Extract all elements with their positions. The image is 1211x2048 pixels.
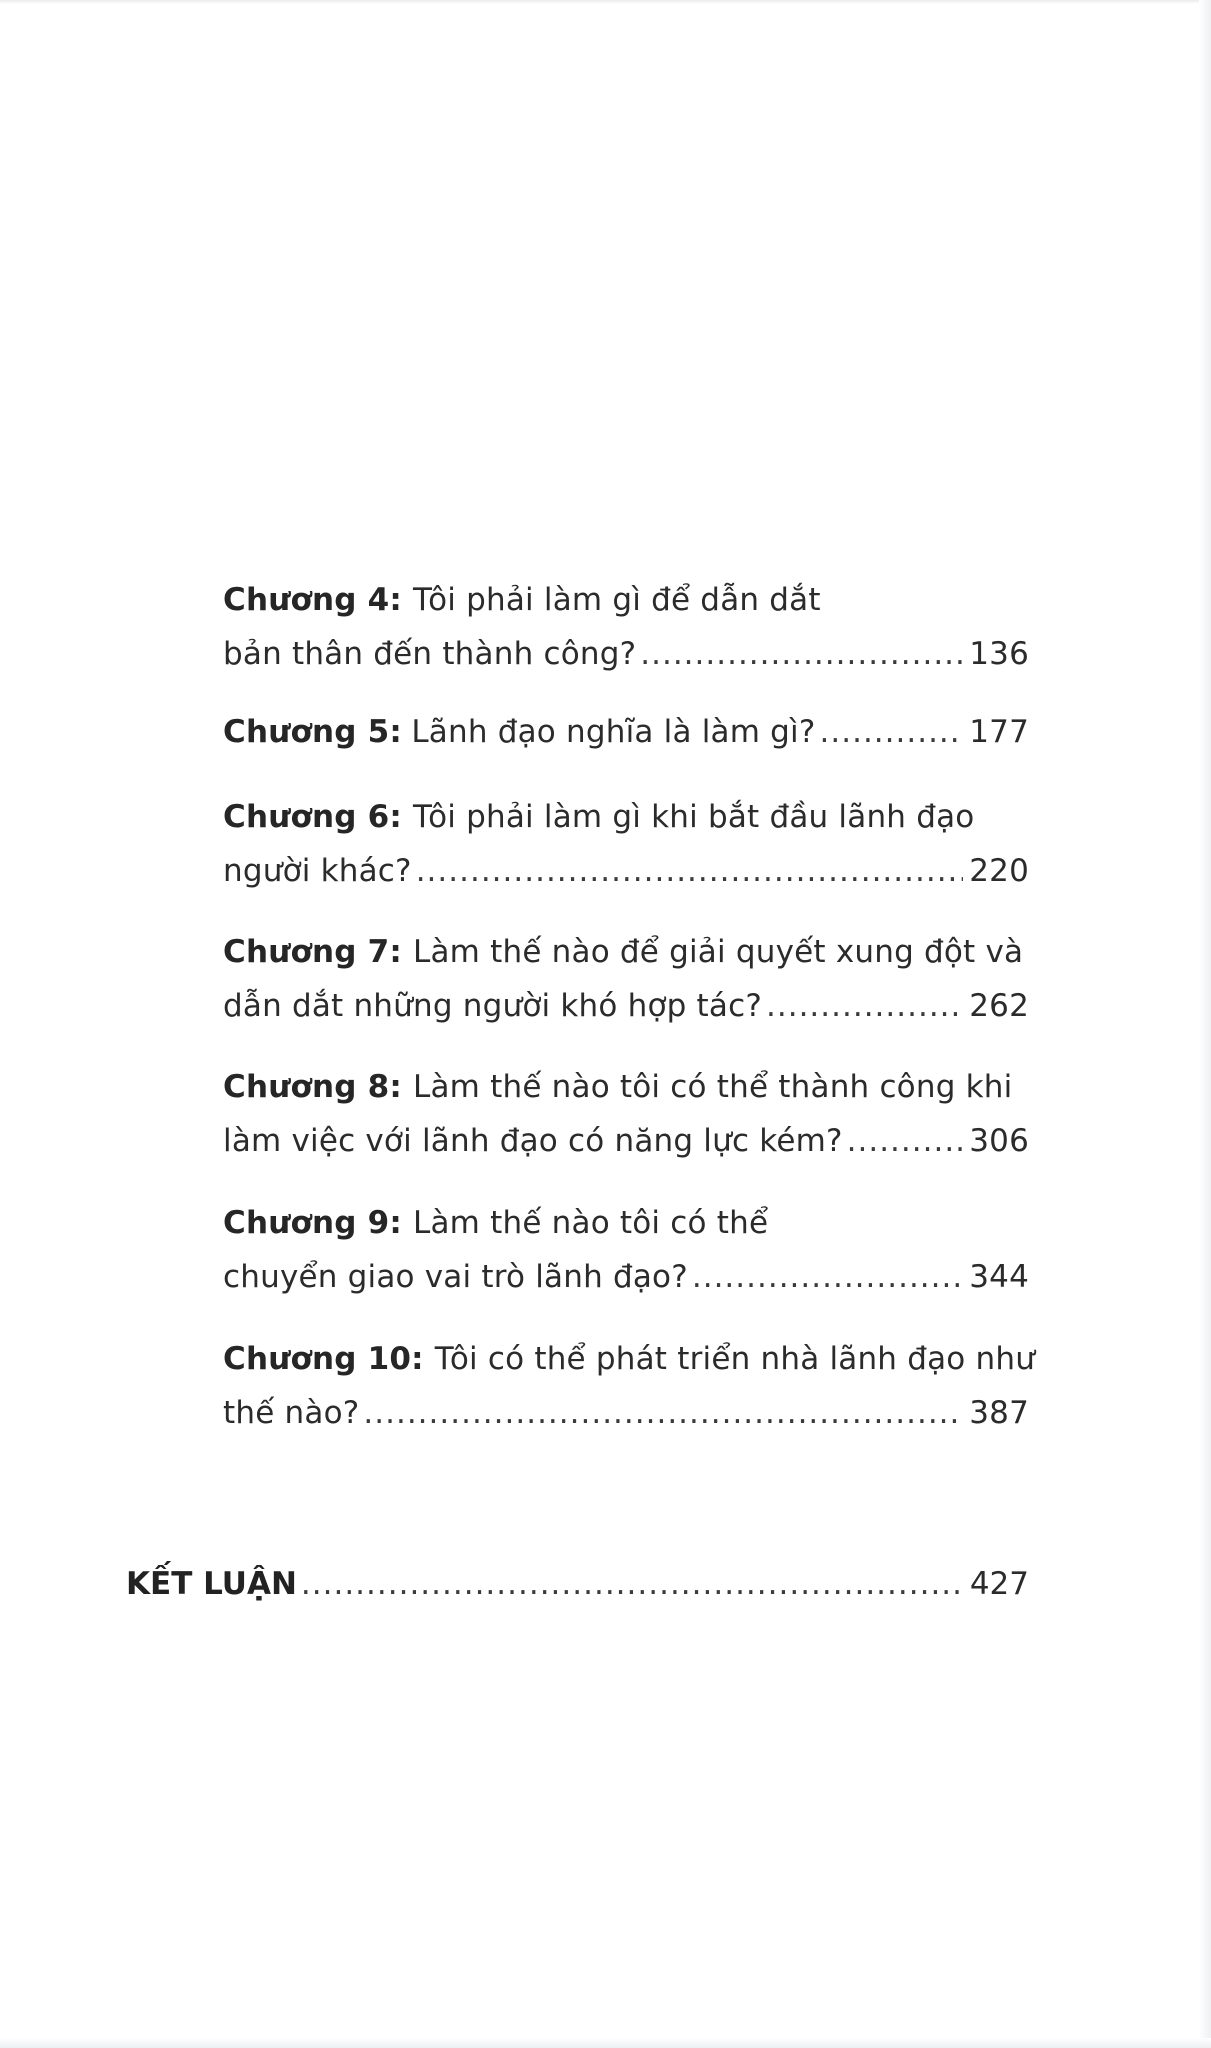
toc-entry-chapter-6[interactable] — [223, 790, 1029, 898]
page-number: 136 — [969, 636, 1029, 672]
chapter-title-line-2: làm việc với lãnh đạo có năng lực kém? — [223, 1123, 843, 1159]
toc-entry-first-line — [223, 925, 1029, 979]
chapter-title-line-1: Làm thế nào tôi có thể thành công khi — [413, 1069, 1013, 1105]
toc-entry-last-line — [223, 1250, 1029, 1304]
page-number: 387 — [969, 1395, 1029, 1431]
toc-entry-first-line — [223, 790, 1029, 844]
toc-entry-last-line — [223, 979, 1029, 1033]
chapter-title-line-1: Làm thế nào để giải quyết xung đột và — [413, 934, 1024, 970]
chapter-title-line-2: dẫn dắt những người khó hợp tác? — [223, 988, 763, 1024]
chapter-title-line-1: Tôi phải làm gì để dẫn dắt — [413, 582, 821, 618]
page-number: 344 — [969, 1259, 1029, 1295]
toc-entry-chapter-10[interactable] — [223, 1332, 1036, 1440]
page-number: 427 — [969, 1566, 1029, 1602]
chapter-title-line-1: Tôi có thể phát triển nhà lãnh đạo như — [434, 1341, 1036, 1377]
page-number: 220 — [969, 853, 1029, 889]
dot-leader — [301, 1557, 964, 1611]
dot-leader — [692, 1250, 963, 1304]
dot-leader — [766, 979, 963, 1033]
page-number: 262 — [969, 988, 1029, 1024]
toc-entry-first-line — [223, 573, 1029, 627]
page-number: 306 — [969, 1123, 1029, 1159]
toc-entry-last-line — [223, 844, 1029, 898]
chapter-title-line-2: người khác? — [223, 853, 412, 889]
chapter-title-line-2: bản thân đến thành công? — [223, 636, 637, 672]
dot-leader — [416, 844, 964, 898]
chapter-label: Chương 6: — [223, 799, 413, 835]
toc-entry-last-line — [223, 627, 1029, 681]
chapter-title-line-1: Tôi phải làm gì khi bắt đầu lãnh đạo — [413, 799, 975, 835]
chapter-label: Chương 8: — [223, 1069, 413, 1105]
toc-entry-single-line — [223, 705, 1029, 759]
chapter-label: Chương 4: — [223, 582, 413, 618]
toc-entry-last-line — [223, 1114, 1029, 1168]
dot-leader — [363, 1386, 963, 1440]
toc-entry-chapter-4[interactable] — [223, 573, 1029, 681]
page-number: 177 — [969, 714, 1029, 750]
chapter-title-line-1: Lãnh đạo nghĩa là làm gì? — [411, 714, 816, 750]
chapter-label: Chương 5: — [223, 714, 403, 750]
chapter-label: Chương 10: — [223, 1341, 435, 1377]
dot-leader — [820, 705, 964, 759]
dot-leader — [847, 1114, 964, 1168]
chapter-title-line-2: thế nào? — [223, 1395, 360, 1431]
toc-entry-last-line — [223, 1386, 1029, 1440]
toc-entry-first-line — [223, 1060, 1029, 1114]
toc-entry-conclusion[interactable] — [126, 1557, 1029, 1611]
toc-entry-first-line — [223, 1196, 1029, 1250]
toc-entry-chapter-5[interactable] — [223, 705, 1029, 759]
chapter-label: Chương 9: — [223, 1205, 413, 1241]
chapter-label: Chương 7: — [223, 934, 413, 970]
toc-entry-chapter-8[interactable] — [223, 1060, 1029, 1168]
chapter-title-line-2: chuyển giao vai trò lãnh đạo? — [223, 1259, 688, 1295]
toc-entry-first-line — [223, 1332, 1036, 1386]
dot-leader — [640, 627, 963, 681]
chapter-title-line-1: Làm thế nào tôi có thể — [413, 1205, 769, 1241]
conclusion-label: KẾT LUẬN — [126, 1566, 297, 1602]
toc-entry-chapter-7[interactable] — [223, 925, 1029, 1033]
toc-entry-chapter-9[interactable] — [223, 1196, 1029, 1304]
